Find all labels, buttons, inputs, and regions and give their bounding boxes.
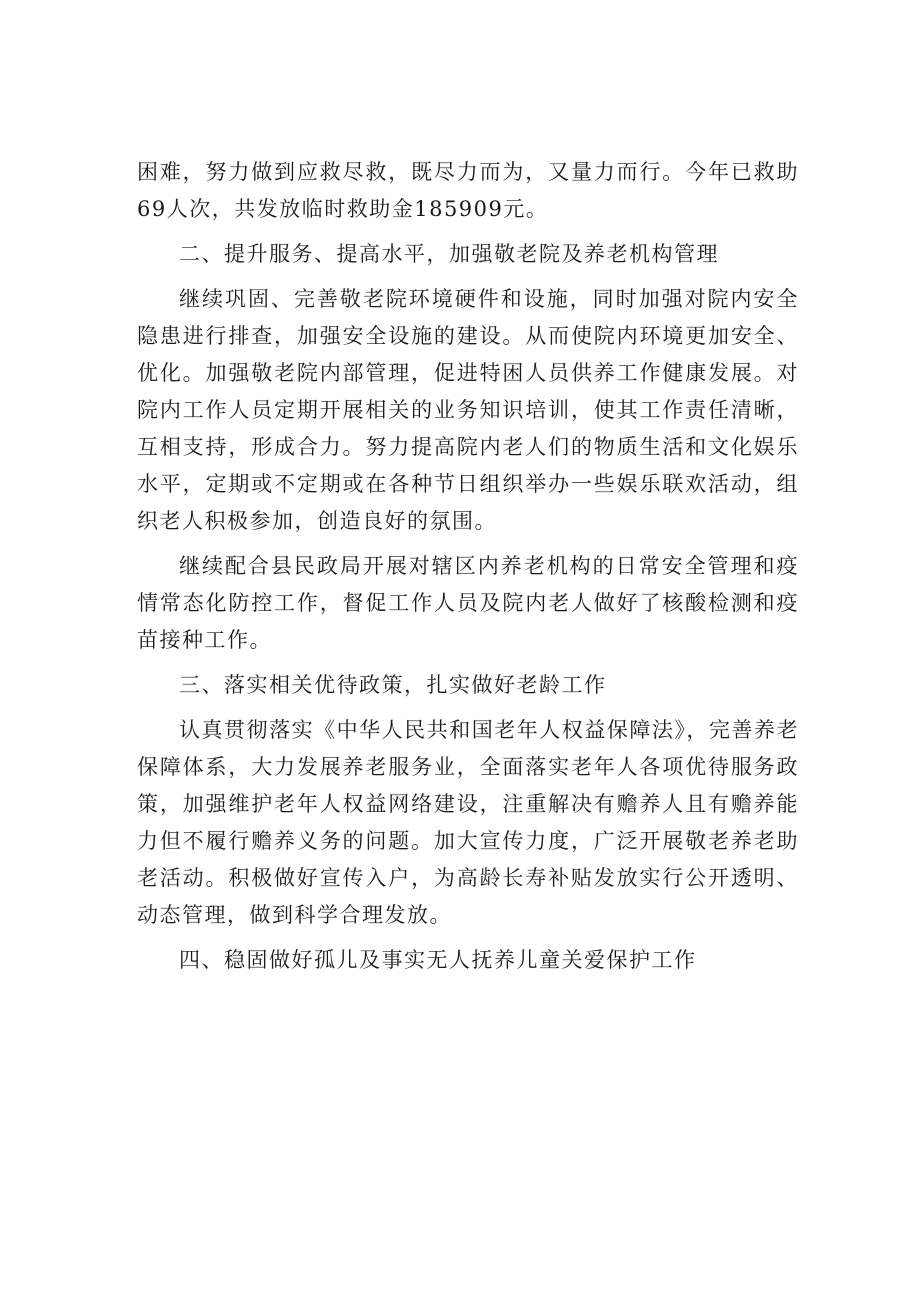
paragraph-nursing-home-management: 继续巩固、完善敬老院环境硬件和设施，同时加强对院内安全隐患进行排查，加强安全设施的建设。从而使院内环境更加安全、优化。加强敬老院内部管理，促进特困人员供养工作健康发展。对院内工作人员定期开展相关的业务知识培训，使其工作责任清晰，互相支持，形成合力。努力提高院内老人们的物质生活和文化娱乐水平，定期或不定期或在各种节日组织举办一些娱乐联欢活动，组织老人积极参加，创造良好的氛围。 — [137, 287, 799, 533]
document-body — [137, 154, 799, 987]
paragraph-epidemic-control: 继续配合县民政局开展对辖区内养老机构的日常安全管理和疫情常态化防控工作，督促工作人员及院内老人做好了核酸检测和疫苗接种工作。 — [137, 554, 799, 652]
section-heading-3: 三、落实相关优待政策，扎实做好老龄工作 — [179, 673, 607, 697]
paragraph-elderly-rights: 认真贯彻落实《中华人民共和国老年人权益保障法》，完善养老保障体系，大力发展养老服务业，全面落实老年人各项优待服务政策，加强维护老年人权益网络建设，注重解决有赡养人且有赡养能力但不履行赡养义务的问题。加大宣传力度，广泛开展敬老养老助老活动。积极做好宣传入户，为高龄长寿补贴发放实行公开透明、动态管理，做到科学合理发放。 — [137, 718, 799, 927]
section-heading-4: 四、稳固做好孤儿及事实无人抚养儿童关爱保护工作 — [179, 948, 697, 972]
paragraph-continuation: 困难，努力做到应救尽救，既尽力而为，又量力而行。今年已救助69人次，共发放临时救助金185909元。 — [137, 160, 799, 221]
section-heading-2: 二、提升服务、提高水平，加强敬老院及养老机构管理 — [179, 242, 719, 266]
